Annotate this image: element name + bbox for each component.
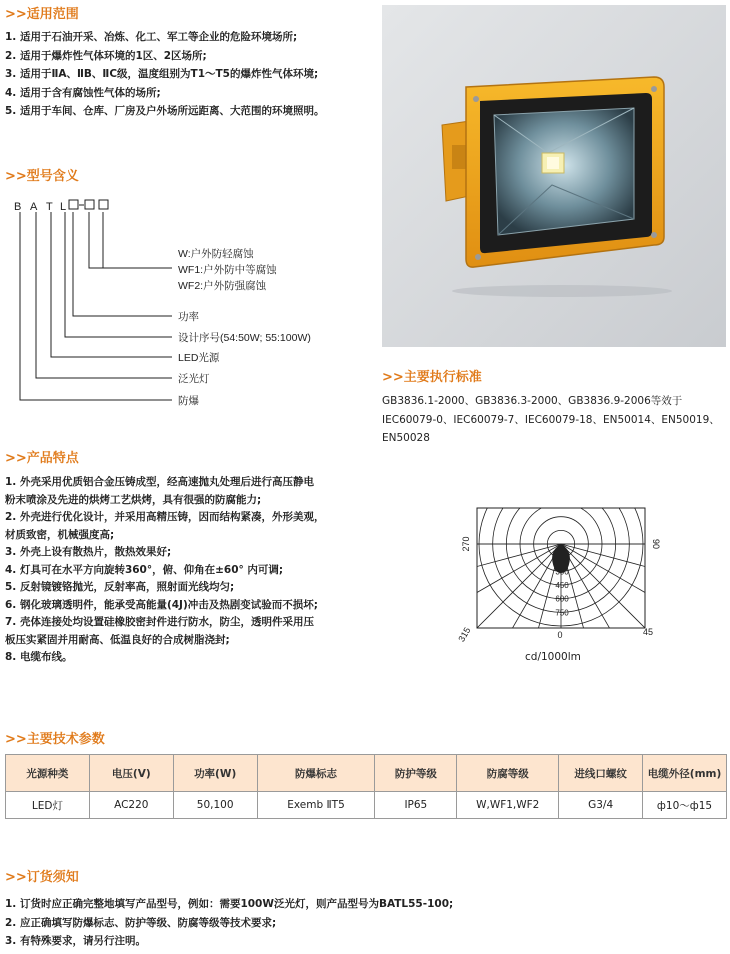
list-item: 4. 适用于含有腐蚀性气体的场所; [5, 86, 161, 99]
list-item: 1. 外壳采用优质铝合金压铸成型，经高速抛丸处理后进行高压静电 [5, 476, 314, 488]
scope-title: >>适用范围 [5, 7, 79, 22]
product-photo [382, 5, 726, 347]
label-ex: 防爆 [178, 395, 199, 407]
standards-line: GB3836.1-2000、GB3836.3-2000、GB3836.9-2006等效于 [382, 395, 683, 407]
radial-tick-label: 750 [555, 608, 569, 618]
list-item: 2. 应正确填写防爆标志、防护等级、防腐等级等技术要求; [5, 916, 277, 929]
model-title: >>型号含义 [5, 169, 79, 184]
table-row [6, 792, 727, 819]
tech-title: >>主要技术参数 [5, 732, 105, 747]
table-header: 电缆外径(mm) [643, 755, 727, 792]
model-code-letter: L [60, 201, 67, 213]
table-cell: Exemb ⅡT5 [257, 792, 375, 819]
table-cell: LED灯 [6, 792, 90, 819]
list-item: 1. 订货时应正确完整地填写产品型号，例如：需要100W泛光灯，则产品型号为BATL55-100; [5, 898, 454, 910]
list-item: 7. 壳体连接处均设置硅橡胶密封件进行防水，防尘，透明件采用压 [5, 616, 314, 628]
list-item: 3. 有特殊要求，请另行注明。 [5, 935, 146, 947]
list-item: 1. 适用于石油开采、冶炼、化工、军工等企业的危险环境场所; [5, 31, 298, 43]
standards-title: >>主要执行标准 [382, 370, 482, 385]
polar-ring-upper [547, 530, 574, 544]
polar-chart [455, 500, 665, 645]
table-cell: ф10～ф15 [643, 792, 727, 819]
table-header: 防护等级 [375, 755, 457, 792]
polar-ring-upper [520, 503, 602, 544]
table-cell: IP65 [375, 792, 457, 819]
standards-line: IEC60079-0、IEC60079-7、IEC60079-18、EN50014、EN50019、 [382, 413, 720, 426]
table-header: 光源种类 [6, 755, 90, 792]
label-wf1: WF1:户外防中等腐蚀 [178, 264, 277, 276]
table-header: 进线口螺纹 [559, 755, 643, 792]
label-flood: 泛光灯 [178, 373, 210, 385]
angle-label-315: 315 [456, 625, 473, 644]
table-header: 防腐等级 [457, 755, 559, 792]
list-item: 板压实紧固并用耐高、低温良好的合成树脂浇封; [5, 633, 230, 646]
polar-ring-upper [479, 500, 643, 544]
angle-label-0: 0 [557, 630, 563, 640]
spec-table [5, 754, 727, 819]
radial-tick-label: 450 [555, 581, 569, 590]
standards-text [382, 392, 728, 448]
list-item: 3. 适用于ⅡA、ⅡB、ⅡC级，温度组别为T1～T5的爆炸性气体环境; [5, 68, 319, 80]
list-item: 6. 钢化玻璃透明件，能承受高能量(4J)冲击及热剧变试验而不损坏; [5, 598, 318, 611]
list-item: 5. 适用于车间、仓库、厂房及户外场所远距离、大范围的环境照明。 [5, 105, 325, 117]
table-header: 防爆标志 [257, 755, 375, 792]
features-list [5, 474, 324, 667]
radial-tick-label: 300 [555, 567, 569, 577]
list-item: 3. 外壳上设有散热片，散热效果好; [5, 546, 172, 558]
list-item: 材质致密，机械强度高; [5, 528, 115, 541]
table-header-row [6, 755, 727, 792]
table-cell: AC220 [89, 792, 173, 819]
order-list [5, 895, 453, 951]
model-code-letter: B [14, 201, 22, 213]
scope-list [5, 28, 324, 121]
angle-label-45: 45 [642, 627, 654, 637]
order-title: >>订货须知 [5, 870, 79, 885]
model-code-letter: A [30, 201, 38, 213]
angle-label-90: 90 [651, 538, 661, 550]
list-item: 5. 反射镜镀铬抛光，反射率高，照射面光线均匀; [5, 581, 235, 593]
polar-ring-upper [493, 500, 630, 544]
label-led: LED光源 [178, 352, 220, 364]
model-code-letter: T [46, 201, 53, 213]
list-item: 8. 电缆布线。 [5, 651, 73, 663]
table-header: 电压(V) [89, 755, 173, 792]
polar-ring-upper [506, 500, 615, 544]
list-item: 2. 适用于爆炸性气体环境的1区、2区场所; [5, 49, 207, 62]
label-power: 功率 [178, 311, 199, 323]
angle-label-270: 270 [461, 536, 471, 552]
table-cell: G3/4 [559, 792, 643, 819]
label-wf2: WF2:户外防强腐蚀 [178, 280, 267, 292]
list-item: 4. 灯具可在水平方向旋转360°，俯、仰角在±60° 内可调; [5, 563, 284, 576]
standards-line: EN50028 [382, 432, 430, 444]
radial-tick-label: 600 [555, 594, 569, 604]
label-design: 设计序号(54:50W; 55:100W) [178, 332, 311, 344]
list-item: 2. 外壳进行优化设计，并采用高精压铸，因而结构紧凑，外形美观， [5, 511, 325, 523]
label-w: W:户外防轻腐蚀 [178, 248, 254, 260]
table-cell: W,WF1,WF2 [457, 792, 559, 819]
table-header: 功率(W) [173, 755, 257, 792]
table-cell: 50,100 [173, 792, 257, 819]
chart-unit-label: cd/1000lm [525, 651, 581, 663]
model-diagram [0, 190, 375, 410]
features-title: >>产品特点 [5, 451, 79, 466]
flood-light-image [382, 5, 726, 347]
list-item: 粉末喷涂及先进的烘烤工艺烘烤，具有很强的防腐能力; [5, 493, 262, 506]
